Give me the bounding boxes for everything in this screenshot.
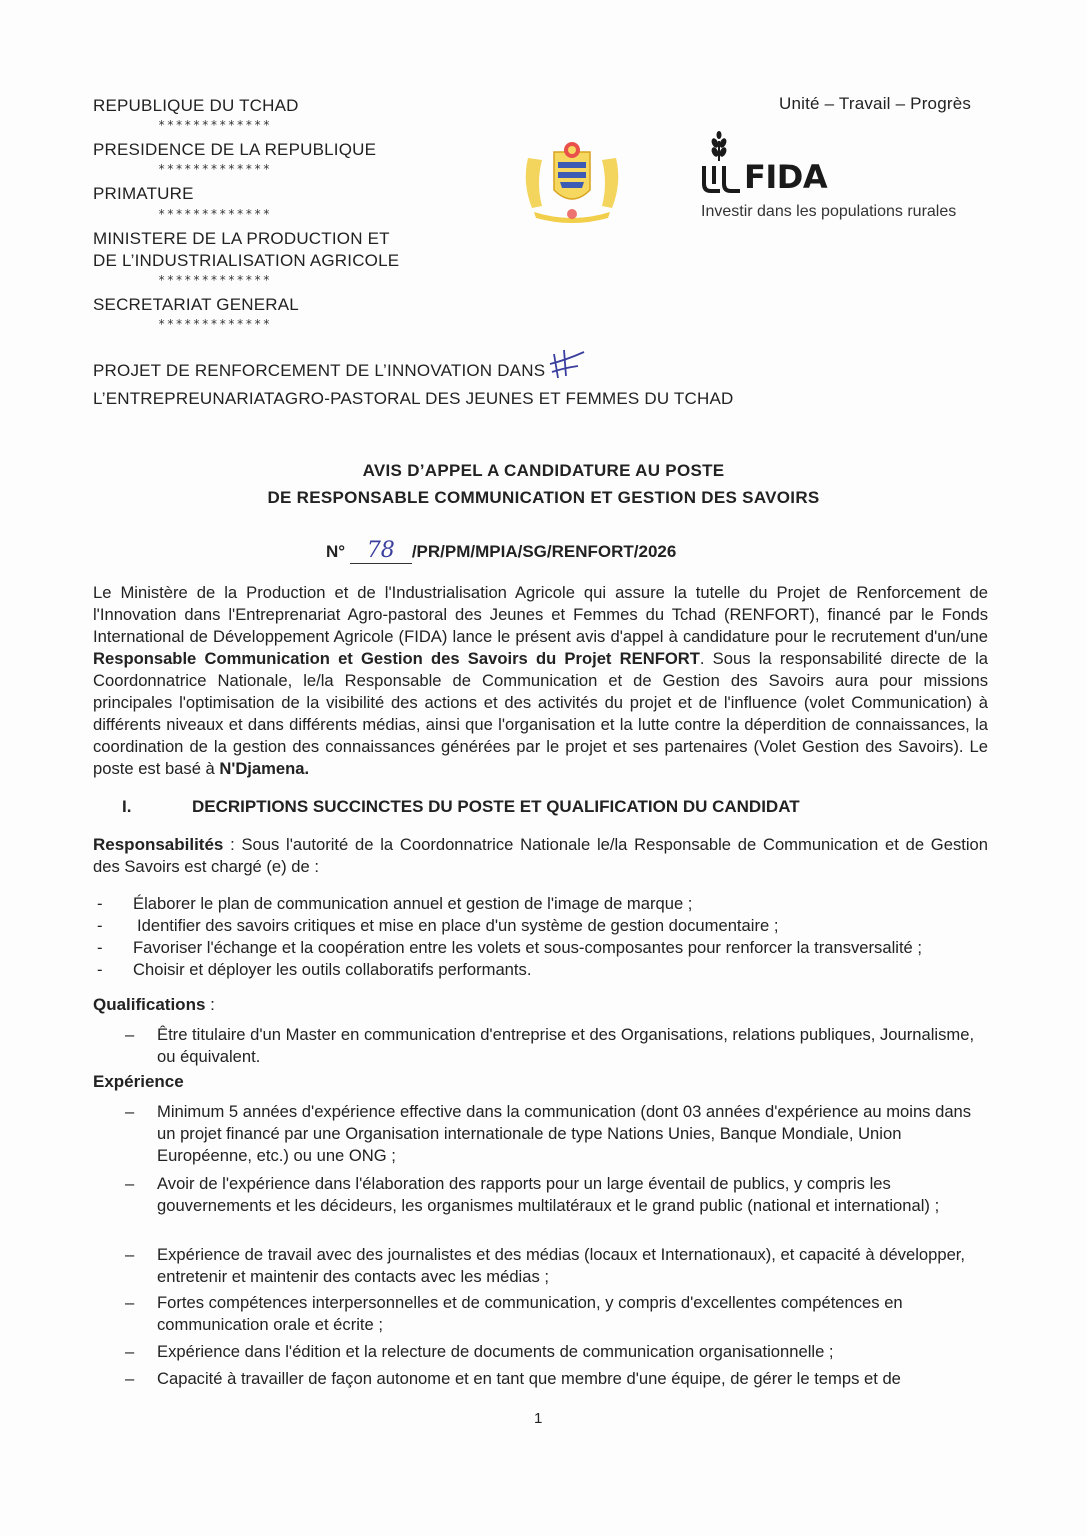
fida-hands-icon [700, 164, 742, 194]
experience-item-6: Capacité à travailler de façon autonome et en tant que membre d'une équipe, de gérer le temps et de [157, 1369, 901, 1388]
bullet-dash: - [97, 894, 103, 913]
header-presidence: PRESIDENCE DE LA REPUBLIQUE [93, 140, 377, 159]
qualifications-colon: : [205, 995, 215, 1014]
project-line-1: PROJET DE RENFORCEMENT DE L’INNOVATION DANS [93, 361, 546, 380]
experience-label: Expérience [93, 1072, 184, 1091]
qualification-item-1: Être titulaire d'un Master en communication d'entreprise et des Organisations, relations publiques, Journalisme, ou équivalent. [157, 1025, 975, 1066]
header-country: REPUBLIQUE DU TCHAD [93, 96, 299, 115]
bullet-dash: – [125, 1342, 135, 1361]
header-stars-3: ************* [158, 207, 272, 221]
section-1-number: I. [122, 797, 132, 816]
list-item [97, 893, 997, 915]
list-item [93, 1341, 993, 1363]
handwritten-initials-icon [548, 346, 586, 382]
bullet-dash: – [125, 1293, 135, 1312]
experience-item-2: Avoir de l'expérience dans l'élaboration des rapports pour un large éventail de publics, y compris les gouvernements et les décideurs, les organismes multilatéraux et le grand public (national et international) ; [157, 1174, 940, 1215]
header-stars-1: ************* [158, 118, 272, 132]
list-item [93, 1368, 993, 1390]
responsabilite-item-4: Choisir et déployer les outils collaboratifs performants. [133, 960, 532, 979]
bullet-dash: – [125, 1245, 135, 1264]
reference-suffix: /PR/PM/MPIA/SG/RENFORT/2026 [411, 542, 677, 561]
project-line-2: L’ENTREPREUNARIATAGRO-PASTORAL DES JEUNES ET FEMMES DU TCHAD [93, 389, 734, 408]
wheat-icon [708, 131, 730, 163]
bullet-dash: – [125, 1369, 135, 1388]
intro-text-1: Le Ministère de la Production et de l'Industrialisation Agricole qui assure la tutelle du Projet de Renforcement de l'Innovation dans l'Entreprenariat Agro-pastoral des Jeunes et Femmes du Tchad (RENFORT), financé par le Fonds International de Développement Agricole (FIDA) lance le présent avis d'appel à candidature pour le recrutement d'un/une [93, 583, 988, 646]
qualifications-label: Qualifications [93, 995, 206, 1014]
bullet-dash: - [97, 916, 103, 935]
list-item [93, 1244, 993, 1288]
responsabilite-item-2: Identifier des savoirs critiques et mise en place d'un système de gestion documentaire ; [137, 916, 779, 935]
page-number: 1 [534, 1410, 543, 1427]
qualifications-heading [93, 995, 215, 1015]
intro-job-title: Responsable Communication et Gestion des Savoirs du Projet RENFORT [93, 649, 700, 668]
intro-paragraph [93, 582, 988, 780]
responsabilites-paragraph [93, 834, 988, 878]
reference-number [326, 538, 676, 564]
responsabilites-text: : Sous l'autorité de la Coordonnatrice Nationale le/la Responsable de Communication et de Gestion des Savoirs est chargé (e) de : [93, 835, 988, 876]
header-secretariat: SECRETARIAT GENERAL [93, 295, 299, 314]
bullet-dash: – [125, 1102, 135, 1121]
section-1-title: DECRIPTIONS SUCCINCTES DU POSTE ET QUALIFICATION DU CANDIDAT [192, 797, 800, 816]
bullet-dash: - [97, 938, 103, 957]
header-ministere-2: DE L’INDUSTRIALISATION AGRICOLE [93, 251, 400, 270]
header-primature: PRIMATURE [93, 184, 194, 203]
fida-tagline: Investir dans les populations rurales [701, 203, 957, 220]
title-line-1: AVIS D’APPEL A CANDIDATURE AU POSTE [362, 461, 725, 480]
coat-of-arms-icon [520, 138, 624, 228]
experience-item-1: Minimum 5 années d'expérience effective dans la communication (dont 03 années d'expérience au moins dans un projet financé par une Organisation internationale de type Nations Unies, Banque Mondiale, Union Européenne, etc.) ou une ONG ; [157, 1102, 972, 1165]
bullet-dash: – [125, 1174, 135, 1193]
fida-logo-text: FIDA [744, 158, 828, 196]
intro-location: N'Djamena. [219, 759, 310, 778]
reference-handwritten: 78 [350, 538, 412, 564]
header-stars-2: ************* [158, 162, 272, 176]
list-item [93, 1101, 993, 1167]
header-stars-5: ************* [158, 317, 272, 331]
list-item [97, 915, 997, 937]
list-item [97, 959, 997, 981]
responsabilite-item-1: Élaborer le plan de communication annuel et gestion de l'image de marque ; [133, 894, 693, 913]
list-item [93, 1292, 993, 1336]
header-ministere-1: MINISTERE DE LA PRODUCTION ET [93, 229, 390, 248]
experience-item-5: Expérience dans l'édition et la relecture de documents de communication organisationnelle ; [157, 1342, 834, 1361]
list-item [93, 1173, 993, 1239]
responsabilites-label: Responsabilités [93, 835, 224, 854]
header-stars-4: ************* [158, 273, 272, 287]
bullet-dash: – [125, 1025, 135, 1044]
title-line-2: DE RESPONSABLE COMMUNICATION ET GESTION DES SAVOIRS [267, 488, 820, 507]
list-item [97, 937, 997, 959]
list-item [93, 1024, 993, 1068]
experience-item-4: Fortes compétences interpersonnelles et de communication, y compris d'excellentes compétences en communication orale et écrite ; [157, 1293, 903, 1334]
responsabilite-item-3: Favoriser l'échange et la coopération entre les volets et sous-composantes pour renforcer la transversalité ; [133, 938, 923, 957]
intro-text-2: . Sous la responsabilité directe de la Coordonnatrice Nationale, le/la Responsable de Communication et de Gestion des Savoirs aura pour missions principales l'optimisation de la visibilité des actions et des activités du projet et de l'influence (volet Communication) à différents niveaux et dans différents médias, ainsi que l'organisation et la lutte contre la déperdition de connaissances, la coordination de la gestion des connaissances générées par le projet et ses partenaires (Volet Gestion des Savoirs). Le poste est basé à [93, 649, 988, 778]
motto: Unité – Travail – Progrès [779, 94, 972, 113]
experience-item-3: Expérience de travail avec des journalistes et des médias (locaux et Internationaux), et capacité à développer, entretenir et maintenir des contacts avec les médias ; [157, 1245, 966, 1286]
reference-prefix: N° [326, 542, 346, 561]
bullet-dash: - [97, 960, 103, 979]
